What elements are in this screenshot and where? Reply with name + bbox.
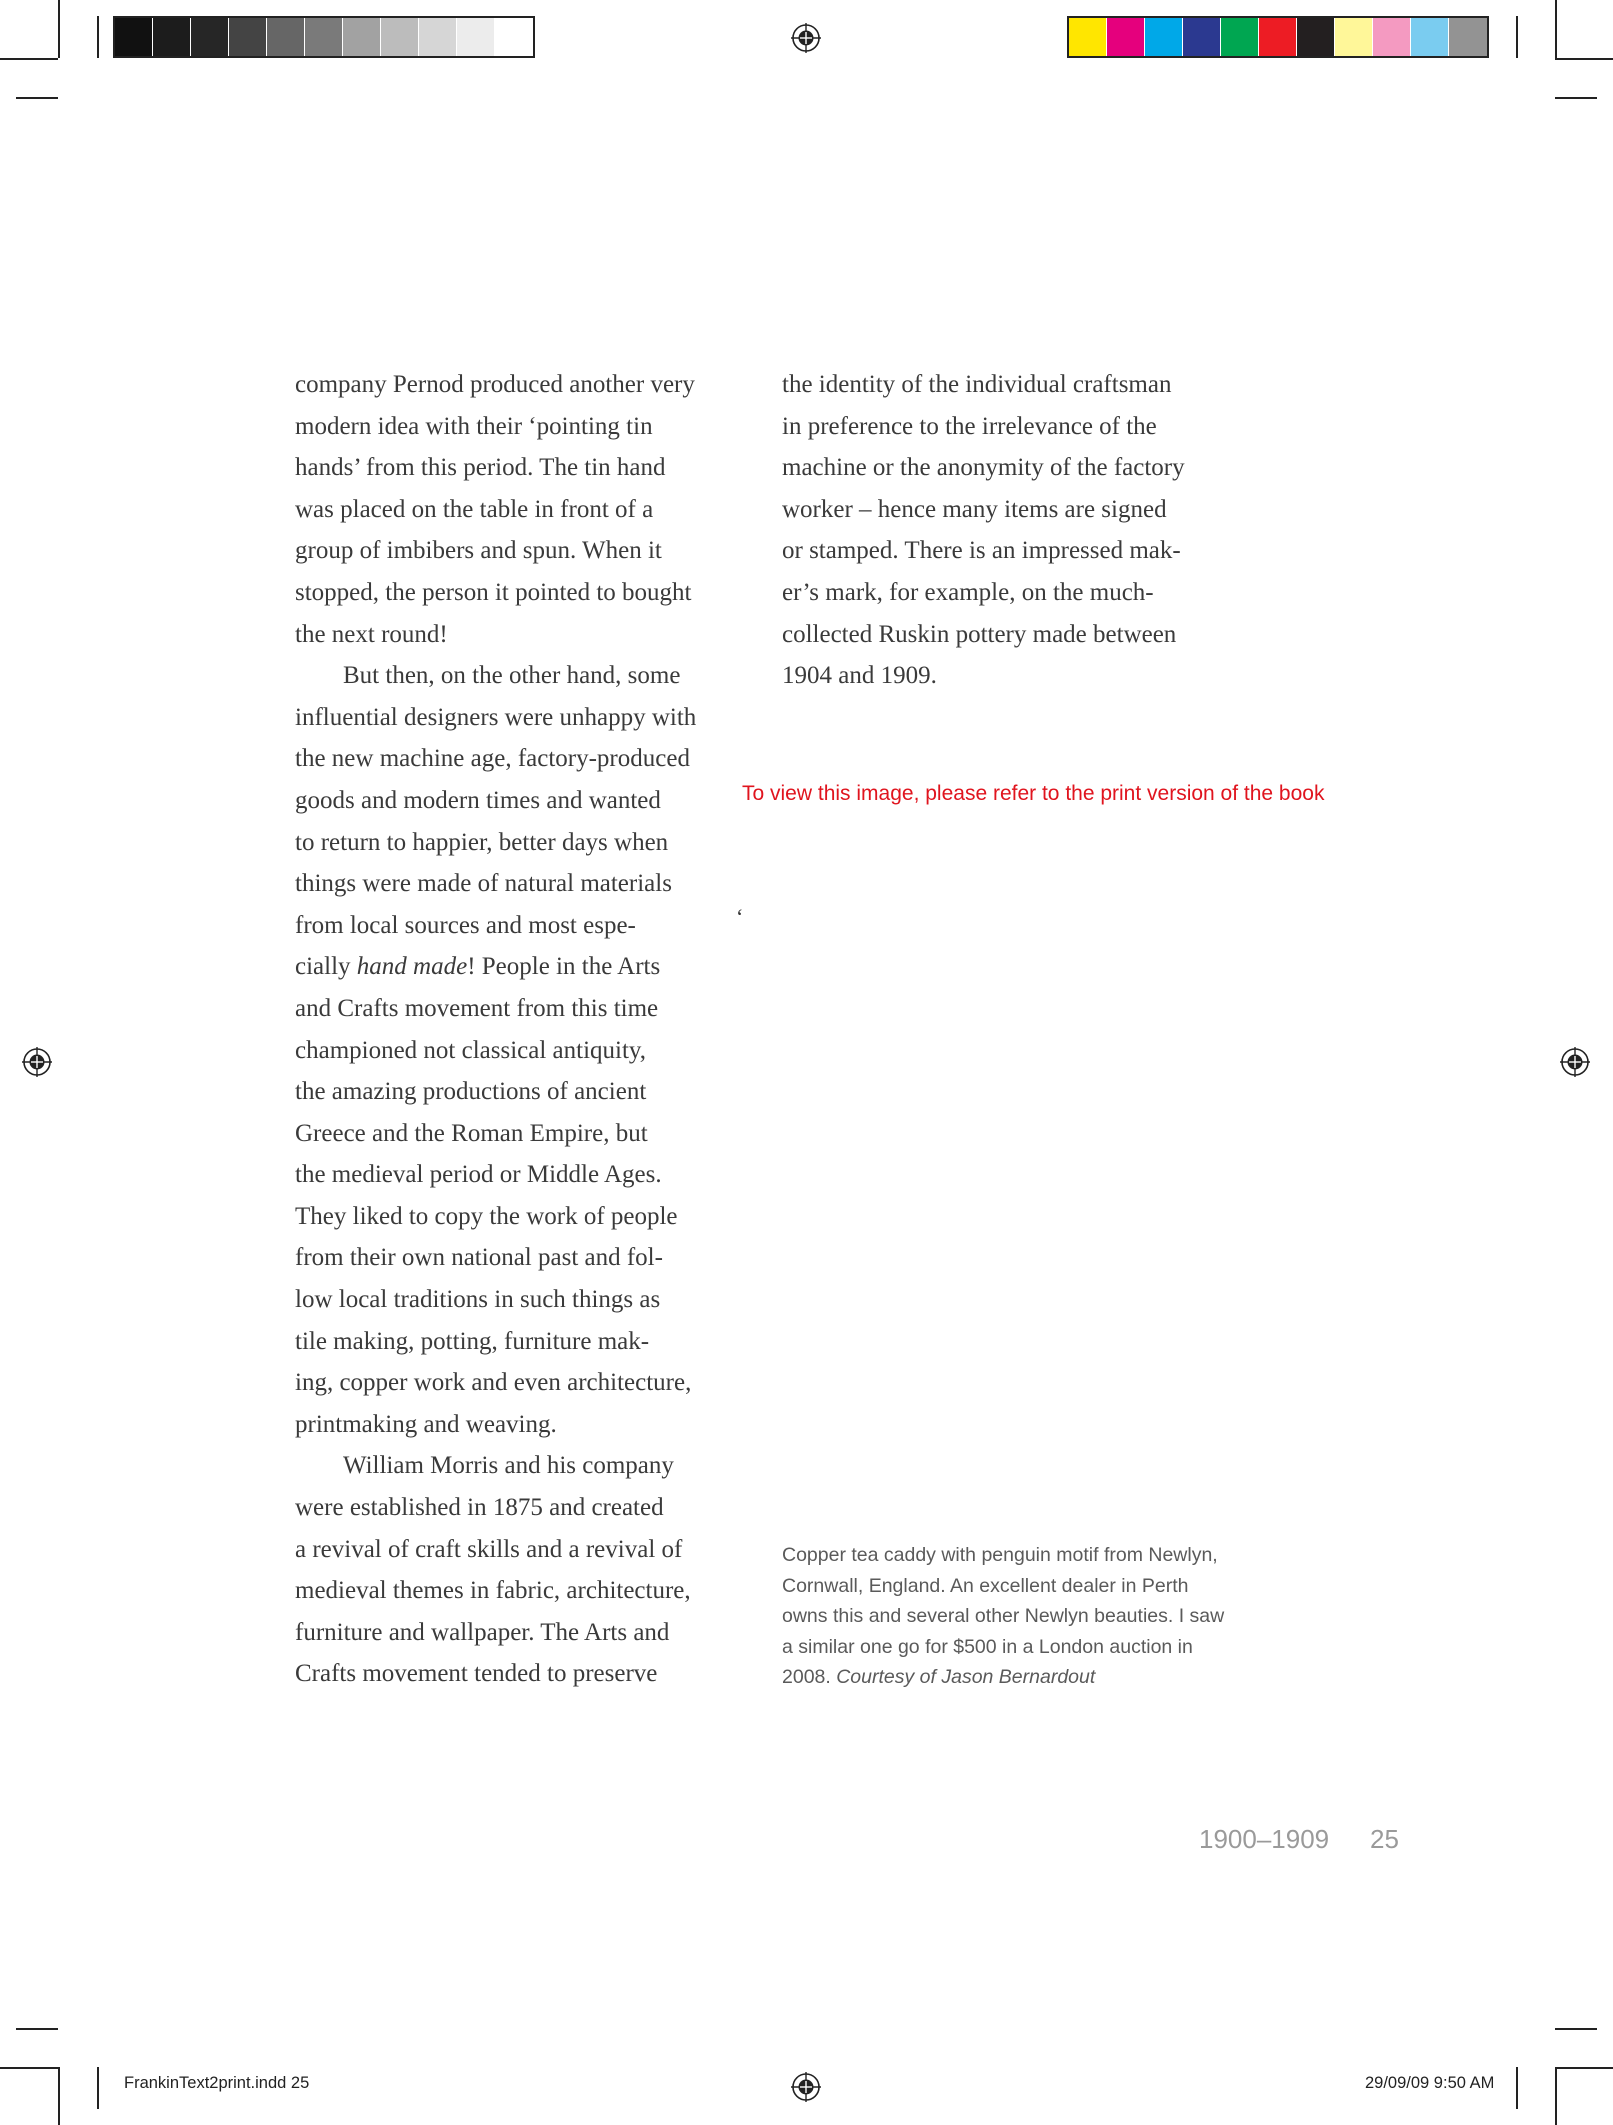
text-line: low local traditions in such things as [295, 1286, 661, 1314]
text-run: 2008. [782, 1666, 837, 1688]
text-run: ! People in the Arts [467, 953, 661, 981]
text-line: Copper tea caddy with penguin motif from Newlyn, [782, 1544, 1218, 1566]
text-line: the identity of the individual craftsman [782, 371, 1172, 398]
text-line: 1904 and 1909. [782, 662, 937, 690]
color-swatch [229, 18, 267, 56]
slug-file-name: FrankinText2print.indd 25 [124, 2074, 310, 2092]
text-line: group of imbibers and spun. When it [295, 537, 662, 565]
stray-quote-mark: ‘ [736, 904, 744, 929]
text-line: Cornwall, England. An excellent dealer in Perth [782, 1574, 1189, 1597]
color-swatch [457, 18, 495, 56]
color-swatch [1107, 18, 1145, 56]
text-line: collected Ruskin pottery made between [782, 620, 1177, 648]
color-swatch [1411, 18, 1449, 56]
text-line: influential designers were unhappy with [295, 703, 697, 731]
text-line: from their own national past and fol- [295, 1244, 663, 1272]
color-swatch [1259, 18, 1297, 56]
text-line: the next round! [295, 620, 448, 648]
text-line: Greece and the Roman Empire, but [295, 1119, 648, 1147]
text-line: the medieval period or Middle Ages. [295, 1161, 662, 1189]
text-line: a similar one go for $500 in a London auction in [782, 1635, 1193, 1658]
paragraph [295, 655, 765, 1445]
crop-mark [58, 0, 60, 58]
crop-mark [97, 2067, 99, 2109]
color-swatch [153, 18, 191, 56]
text-line: things were made of natural materials [295, 870, 672, 898]
text-line: They liked to copy the work of people [295, 1202, 678, 1230]
slug-date-time: 29/09/09 9:50 AM [1365, 2074, 1495, 2092]
text-line [295, 946, 765, 988]
crop-mark [16, 2028, 58, 2030]
crop-mark [0, 2067, 58, 2069]
crop-mark [1555, 2067, 1557, 2125]
color-swatch [419, 18, 457, 56]
text-line: William Morris and his company [343, 1452, 674, 1480]
color-swatch [267, 18, 305, 56]
color-swatch [1297, 18, 1335, 56]
left-text-column [295, 364, 765, 1695]
crop-mark [58, 2067, 60, 2125]
color-swatch [305, 18, 343, 56]
color-swatch [1145, 18, 1183, 56]
text-line: was placed on the table in front of a [295, 495, 654, 523]
text-line: goods and modern times and wanted [295, 786, 661, 814]
crop-mark [1516, 2067, 1518, 2109]
text-line [782, 1662, 1242, 1693]
crop-mark [16, 97, 58, 99]
grayscale-color-bar [113, 16, 535, 58]
page-number: 25 [1370, 1824, 1399, 1854]
process-color-bar [1067, 16, 1489, 58]
registration-mark-icon [1560, 1047, 1590, 1077]
text-line: championed not classical antiquity, [295, 1036, 647, 1064]
image-placeholder-notice: To view this image, please refer to the print version of the book [742, 782, 1325, 805]
color-swatch [1373, 18, 1411, 56]
color-swatch [1221, 18, 1259, 56]
crop-mark [97, 16, 99, 58]
text-line: the new machine age, factory-produced [295, 745, 690, 773]
emphasis-text: hand made [356, 953, 468, 981]
caption-credit: Courtesy of Jason Bernardout [836, 1666, 1096, 1688]
color-swatch [115, 18, 153, 56]
text-line: furniture and wallpaper. The Arts and [295, 1618, 670, 1646]
text-line: owns this and several other Newlyn beauties. I saw [782, 1605, 1225, 1627]
text-line: in preference to the irrelevance of the [782, 412, 1157, 440]
color-swatch [381, 18, 419, 56]
text-run: cially [295, 953, 357, 981]
color-swatch [1183, 18, 1221, 56]
color-swatch [191, 18, 229, 56]
crop-mark [1555, 2067, 1613, 2069]
text-line: the amazing productions of ancient [295, 1078, 647, 1106]
color-swatch [1069, 18, 1107, 56]
registration-mark-icon [22, 1047, 52, 1077]
crop-mark [1555, 2028, 1597, 2030]
color-swatch [343, 18, 381, 56]
text-line: to return to happier, better days when [295, 828, 669, 856]
text-line: modern idea with their ‘pointing tin [295, 412, 653, 440]
text-line: machine or the anonymity of the factory [782, 454, 1185, 482]
paragraph [295, 364, 765, 655]
text-line: medieval themes in fabric, architecture, [295, 1577, 691, 1605]
text-line: a revival of craft skills and a revival of [295, 1535, 683, 1563]
crop-mark [1555, 58, 1613, 60]
right-text-column [782, 364, 1262, 697]
text-line: stopped, the person it pointed to bought [295, 578, 692, 606]
text-line: from local sources and most espe- [295, 911, 636, 939]
registration-mark-icon [791, 2072, 821, 2102]
crop-mark [0, 58, 58, 60]
text-line: worker – hence many items are signed [782, 495, 1167, 523]
color-swatch [1449, 18, 1487, 56]
text-line: company Pernod produced another very [295, 371, 695, 398]
registration-mark-icon [791, 23, 821, 53]
crop-mark [1555, 0, 1557, 58]
image-caption [782, 1540, 1242, 1693]
text-line: and Crafts movement from this time [295, 994, 659, 1022]
text-line: But then, on the other hand, some [343, 662, 681, 690]
crop-mark [1555, 97, 1597, 99]
text-line: er’s mark, for example, on the much- [782, 578, 1154, 606]
text-line: or stamped. There is an impressed mak- [782, 537, 1181, 565]
text-line: printmaking and weaving. [295, 1410, 557, 1438]
text-line: ing, copper work and even architecture, [295, 1369, 692, 1397]
color-swatch [495, 18, 533, 56]
text-line: were established in 1875 and created [295, 1494, 664, 1522]
text-line: Crafts movement tended to preserve [295, 1660, 658, 1688]
text-line: tile making, potting, furniture mak- [295, 1327, 650, 1355]
running-section: 1900–1909 [1199, 1824, 1330, 1854]
text-line: hands’ from this period. The tin hand [295, 454, 666, 482]
crop-mark [1516, 16, 1518, 58]
color-swatch [1335, 18, 1373, 56]
paragraph [295, 1445, 765, 1695]
